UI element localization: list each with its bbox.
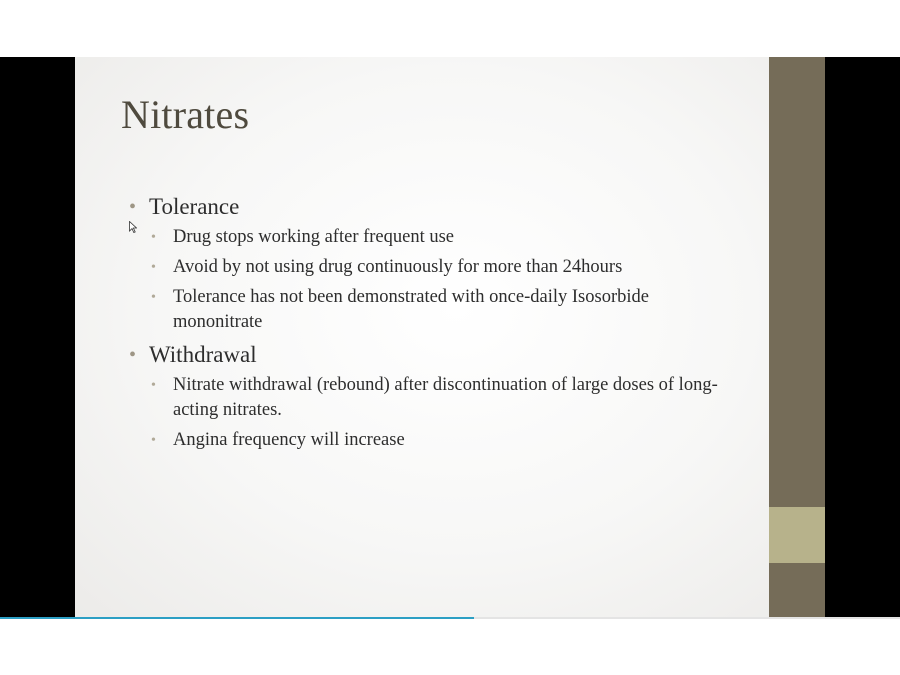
sub-bullet-item: [149, 428, 725, 453]
bullet-list: [125, 192, 725, 458]
slide-title: Nitrates: [121, 92, 250, 137]
bullet-section-tolerance: [125, 192, 725, 335]
video-frame[interactable]: [0, 57, 900, 617]
video-progress-bar[interactable]: [0, 617, 900, 619]
sub-bullet-item: [149, 255, 725, 280]
sub-bullet-text: Angina frequency will increase: [173, 430, 405, 450]
sub-bullet-list: [149, 373, 725, 453]
sub-bullet-text: Drug stops working after frequent use: [173, 227, 455, 247]
slide-theme-accent-block: [769, 507, 825, 563]
section-heading: Withdrawal: [149, 342, 257, 367]
sub-bullet-list: [149, 225, 725, 335]
sub-bullet-item: [149, 225, 725, 250]
sub-bullet-item: [149, 373, 725, 423]
sub-bullet-dot-icon: •: [151, 378, 156, 393]
sub-bullet-text: Nitrate withdrawal (rebound) after discontinuation of large doses of long-acting nitrates.: [173, 375, 718, 420]
sub-bullet-text: Avoid by not using drug continuously for more than 24hours: [173, 257, 623, 277]
video-progress-fill: [0, 617, 474, 619]
sub-bullet-item: [149, 285, 725, 335]
sub-bullet-dot-icon: •: [151, 290, 156, 305]
sub-bullet-text: Tolerance has not been demonstrated with once-daily Isosorbide mononitrate: [173, 287, 649, 332]
sub-bullet-dot-icon: •: [151, 433, 156, 448]
bullet-section-withdrawal: [125, 340, 725, 453]
bullet-dot-icon: •: [129, 196, 137, 218]
section-heading: Tolerance: [149, 194, 240, 219]
presentation-slide: [75, 57, 769, 617]
sub-bullet-dot-icon: •: [151, 260, 156, 275]
bullet-dot-icon: •: [129, 344, 137, 366]
sub-bullet-dot-icon: •: [151, 230, 156, 245]
